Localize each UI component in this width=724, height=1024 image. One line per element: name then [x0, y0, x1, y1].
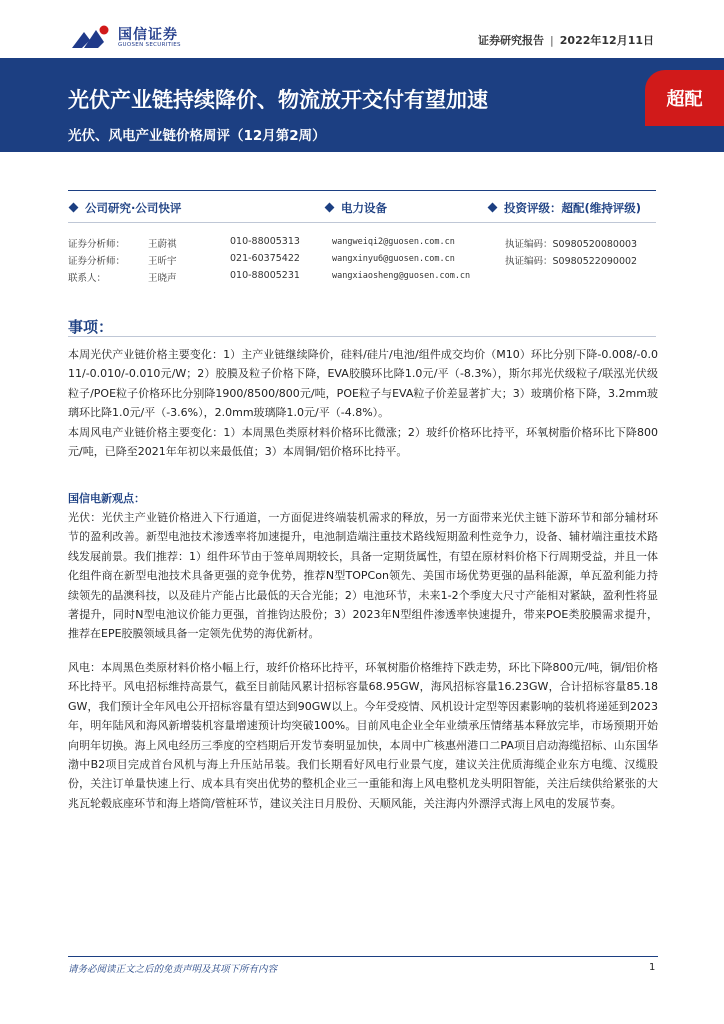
- logo-text-cn: 国信证券: [118, 27, 178, 43]
- wind-viewpoint-paragraph: 风电：本周黑色类原材料价格小幅上行，玻纤价格环比持平，环氧树脂价格维持下跌走势，环比下降800元/吨，铜/铝价格环比持平。风电招标维持高景气，截至目前陆风累计招标容量68.95GW，海风招标容量16.23GW，合计招标容量85.18GW，我们预计全年风电公开招标容量有望达到90GW以上。今年受疫情、风机设计定型等因素影响的装机将递延到2023年，明年陆风和海风新增装机容量增速预计均突破100%。目前风电企业全年业绩承压情绪基本释放完毕，市场预期开始向明年切换。海上风电经历三季度的空档期后开发节奏明显加快，本周中广核惠州港口二PA项目启动海缆招标、山东国华渤中B2项目完成首台风机与海上升压站吊装。我们长期看好风电行业景气度，建议关注优质海缆企业东方电缆、汉缆股份，关注订单量快速上行、成本具有突出优势的整机企业三一重能和海上风电整机龙头明阳智能，关注后续供给紧张的大兆瓦轮毂底座环节和海上塔筒/管桩环节，建议关注日月股份、天顺风能，关注海内外漂浮式海上风电的发展节奏。: [68, 661, 658, 810]
- report-category: [70, 200, 181, 216]
- analyst-phone: 010-88005231: [230, 270, 300, 281]
- analyst-row: [68, 270, 668, 286]
- report-subtitle: 光伏、风电产业链价格周评（12月第2周）: [68, 128, 326, 144]
- investment-rating-label: 投资评级：超配(维持评级): [504, 201, 642, 215]
- analyst-name: 王蔚祺: [148, 239, 177, 250]
- analyst-row: [68, 253, 668, 269]
- analyst-license: 执证编码：S0980522090002: [505, 256, 638, 267]
- analyst-email[interactable]: wangweiqi2@guosen.com.cn: [332, 237, 455, 247]
- diamond-bullet-icon: [325, 203, 335, 213]
- analyst-name: 王昕宇: [148, 256, 177, 267]
- disclaimer-note: 请务必阅读正文之后的免责声明及其项下所有内容: [68, 964, 278, 975]
- header-meta: [478, 32, 654, 48]
- wind-price-paragraph: 本周风电产业链价格主要变化：1）本周黑色类原材料价格环比微涨；2）玻纤价格环比持平，环氧树脂价格环比下降800元/吨，已降至2021年年初以来最低值；3）本周铜/铝价格环比持平。: [68, 426, 658, 459]
- analyst-email[interactable]: wangxiaosheng@guosen.com.cn: [332, 271, 471, 281]
- section-title: 事项：: [68, 318, 114, 336]
- analyst-phone: 010-88005313: [230, 236, 300, 247]
- analyst-role: 证券分析师：: [68, 239, 126, 250]
- report-industry-label: 电力设备: [341, 201, 387, 215]
- pv-viewpoint-paragraph: 光伏：光伏主产业链价格进入下行通道，一方面促进终端装机需求的释放，另一方面带来光伏主链下游环节和部分辅材环节的盈利改善。新型电池技术渗透率将加速提升，电池制造端注重技术路线短期盈利性竞争力，设备、辅材端注重技术路线发展前景。我们推荐：1）组件环节由于签单周期较长，具备一定期货属性，有望在原材料价格下行周期受益，并且一体化组件商在新型电池技术具备更强的竞争优势，推荐N型TOPCon领先、美国市场优势更强的晶科能源，单瓦盈利能力持续领先的晶澳科技，以及硅片产能占比最低的天合光能；2）电池环节，未来1-2个季度大尺寸产能相对紧缺，盈利性将显著提升，同时N型电池议价能力更强，首推钧达股份；3）2023年N型组件渗透率快速提升，带来POE类胶膜需求提升，推荐在EPE胶膜领域具备一定领先优势的海优新材。: [68, 511, 658, 641]
- logo-text-en: GUOSEN SECURITIES: [118, 42, 181, 48]
- pv-price-paragraph: 本周光伏产业链价格主要变化：1）主产业链继续降价，硅料/硅片/电池/组件成交均价（M10）环比分别下降-0.008/-0.011/-0.010/-0.010元/W；2）胶膜及粒子价格下降，EVA胶膜环比降1.0元/平（-8.3%），斯尔邦光伏级粒子/联泓光伏级粒子/POE粒子价格环比分别降1900/8500/800元/吨，POE粒子与EVA粒子价差显著扩大；3）玻璃价格下降，3.2mm玻璃环比降1.0元/平（-3.6%），2.0mm玻璃降1.0元/平（-4.8%）。: [68, 348, 658, 420]
- analyst-role: 联系人：: [68, 273, 107, 284]
- company-logo: [70, 22, 230, 52]
- analyst-row: [68, 236, 668, 252]
- report-category-label: 公司研究·公司快评: [85, 201, 182, 215]
- analyst-license: 执证编码：S0980520080003: [505, 239, 638, 250]
- report-type: 证券研究报告: [478, 34, 545, 47]
- page-number: 1: [649, 962, 656, 973]
- logo-mark-icon: [70, 24, 114, 50]
- rating-badge-label: 超配: [666, 89, 703, 110]
- analyst-role: 证券分析师：: [68, 256, 126, 267]
- investment-rating: [489, 200, 641, 216]
- analyst-phone: 021-60375422: [230, 253, 300, 264]
- info-bottom-divider: [68, 222, 656, 223]
- diamond-bullet-icon: [69, 203, 79, 213]
- report-title: 光伏产业链持续降价、物流放开交付有望加速: [68, 88, 488, 112]
- info-top-divider: [68, 190, 656, 191]
- diamond-bullet-icon: [488, 203, 498, 213]
- footer-divider: [68, 956, 658, 957]
- report-date: 2022年12月11日: [559, 34, 654, 47]
- viewpoint-subheading: 国信电新观点：: [68, 492, 145, 505]
- report-industry: [326, 200, 387, 216]
- analyst-email[interactable]: wangxinyu6@guosen.com.cn: [332, 254, 455, 264]
- analyst-name: 王晓声: [148, 273, 177, 284]
- rating-badge: [645, 70, 724, 126]
- header-separator: |: [550, 34, 554, 47]
- section-divider: [68, 336, 656, 337]
